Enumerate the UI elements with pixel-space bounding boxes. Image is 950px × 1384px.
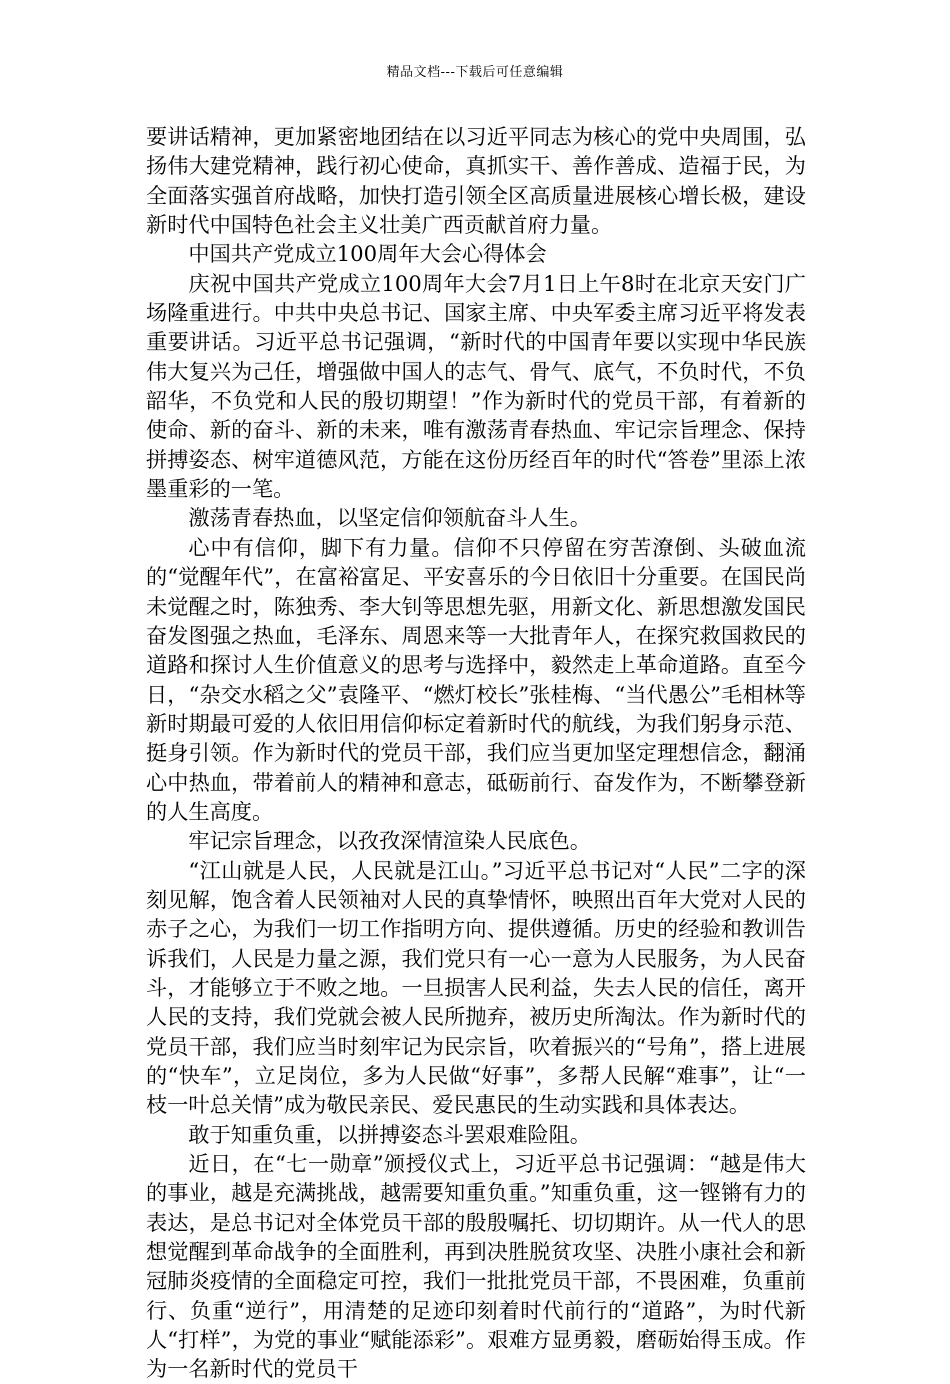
article-title: 中国共产党成立100周年大会心得体会 xyxy=(188,241,547,267)
section-heading-2: 牢记宗旨理念，以孜孜深情渲染人民底色。 xyxy=(188,828,591,854)
paragraph-continuation: 要讲话精神，更加紧密地团结在以习近平同志为核心的党中央周围，弘扬伟大建党精神，践行初心使命，真抓实干、善作善成、造福于民，为全面落实强首府战略，加快打造引领全区高质量进展核心增长极，建设新时代中国特色社会主义壮美广西贡献首府力量。 xyxy=(146,124,806,238)
paragraph-section-2: “江山就是人民，人民就是江山。”习近平总书记对“人民”二字的深刻见解，饱含着人民领袖对人民的真挚情怀，映照出百年大党对人民的赤子之心，为我们一切工作指明方向、提供遵循。历史的经验和教训告诉我们，人民是力量之源，我们党只有一心一意为人民服务，为人民奋斗，才能够立于不败之地。一旦损害人民利益，失去人民的信任，离开人民的支持，我们党就会被人民所抛弃，被历史所淘汰。作为新时代的党员干部，我们应当时刻牢记为民宗旨，吹着振兴的“号角”，搭上进展的“快车”，立足岗位，多为人民做“好事”，多帮人民解“难事”，让“一枝一叶总关情”成为敬民亲民、爱民惠民的生动实践和具体表达。 xyxy=(146,857,806,1118)
paragraph-section-1: 心中有信仰，脚下有力量。信仰不只停留在穷苦潦倒、头破血流的“觉醒年代”，在富裕富足、平安喜乐的今日依旧十分重要。在国民尚未觉醒之时，陈独秀、李大钊等思想先驱，用新文化、新思想激发国民奋发图强之热血，毛泽东、周恩来等一大批青年人，在探究救国救民的道路和探讨人生价值意义的思考与选择中，毅然走上革命道路。直至今日，“杂交水稻之父”袁隆平、“燃灯校长”张桂梅、“当代愚公”毛相林等新时期最可爱的人依旧用信仰标定着新时代的航线，为我们躬身示范、挺身引领。作为新时代的党员干部，我们应当更加坚定理想信念，翻涌心中热血，带着前人的精神和意志，砥砺前行、奋发作为，不断攀登新的人生高度。 xyxy=(146,534,806,824)
document-body xyxy=(146,122,806,1384)
paragraph-intro: 庆祝中国共产党成立100周年大会7月1日上午8时在北京天安门广场隆重进行。中共中央总书记、国家主席、中央军委主席习近平将发表重要讲话。习近平总书记强调，“新时代的中国青年要以实现中华民族伟大复兴为己任，增强做中国人的志气、骨气、底气，不负时代，不负韶华，不负党和人民的殷切期望！”作为新时代的党员干部，有着新的使命、新的奋斗、新的未来，唯有激荡青春热血、牢记宗旨理念、保持拼搏姿态、树牢道德风范，方能在这份历经百年的时代“答卷”里添上浓墨重彩的一笔。 xyxy=(146,270,806,502)
page-header: 精品文档---下载后可任意编辑 xyxy=(386,65,564,80)
paragraph-section-3: 近日，在“七一勋章”颁授仪式上，习近平总书记强调：“越是伟大的事业，越是充满挑战，越需要知重负重。”知重负重，这一铿锵有力的表达，是总书记对全体党员干部的殷殷嘱托、切切期许。从一代人的思想觉醒到革命战争的全面胜利，再到决胜脱贫攻坚、决胜小康社会和新冠肺炎疫情的全面稳定可控，我们一批批党员干部，不畏困难，负重前行、负重“逆行”，用清楚的足迹印刻着时代前行的“道路”，为时代新人“打样”，为党的事业“赋能添彩”。艰难方显勇毅，磨砺始得玉成。作为一名新时代的党员干 xyxy=(146,1151,806,1382)
section-heading-3: 敢于知重负重，以拼搏姿态斗罢艰难险阻。 xyxy=(188,1121,591,1147)
section-heading-1: 激荡青春热血，以坚定信仰领航奋斗人生。 xyxy=(188,505,591,531)
